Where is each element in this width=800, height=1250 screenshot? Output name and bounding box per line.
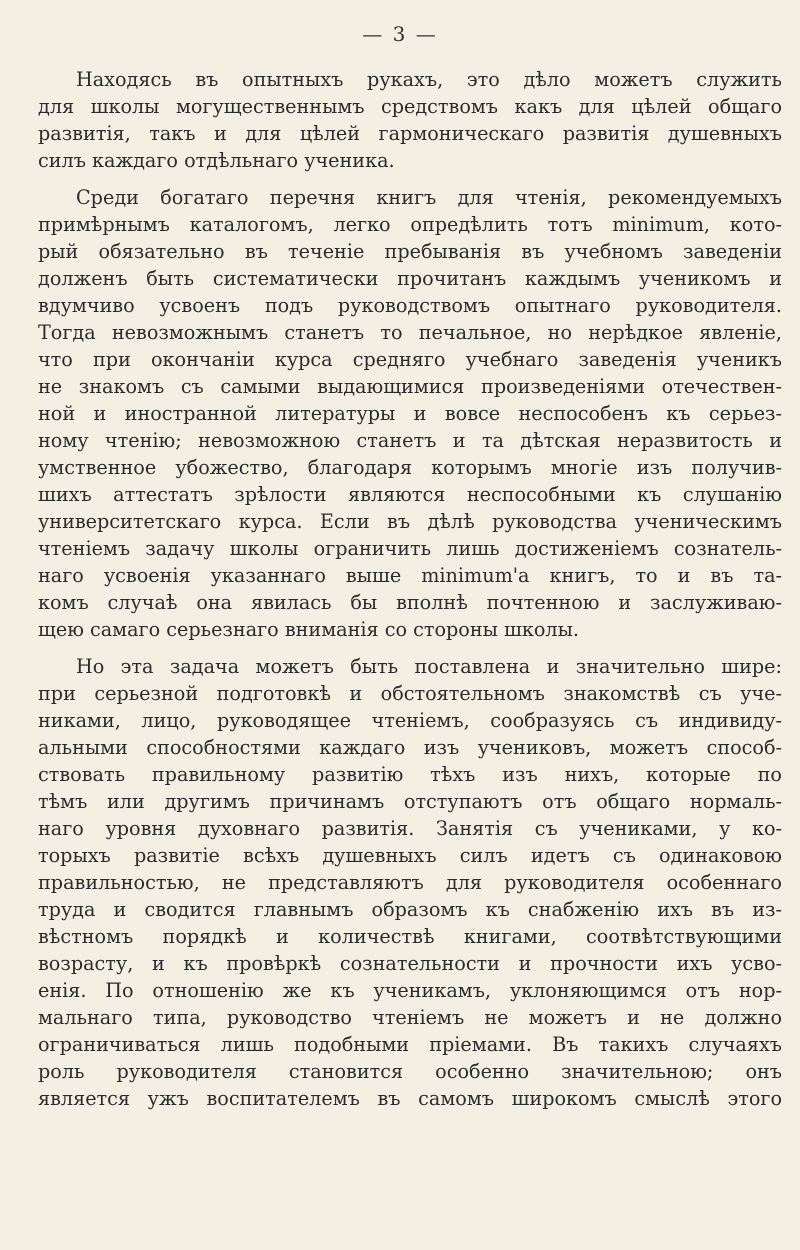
text-line: шихъ аттестатъ зрѣлости являются неспособными къ слушанію (38, 483, 782, 506)
text-line: наго усвоенія указаннаго выше minimum'a книгъ, то и въ та- (38, 564, 782, 587)
text-line: труда и сводится главнымъ образомъ къ снабженію ихъ въ из- (38, 898, 782, 921)
text-line: является ужъ воспитателемъ въ самомъ широкомъ смыслѣ этого (38, 1087, 782, 1110)
text-line: ограничиваться лишь подобными пріемами. Въ такихъ случаяхъ (38, 1033, 782, 1056)
text-line: Но эта задача можетъ быть поставлена и значительно шире: (76, 655, 782, 678)
text-line: ствовать правильному развитію тѣхъ изъ нихъ, которые по (38, 763, 782, 786)
text-line: университетскаго курса. Если въ дѣлѣ руководства ученическимъ (38, 510, 782, 533)
text-line: для школы могущественнымъ средствомъ какъ для цѣлей общаго (38, 95, 782, 118)
text-line: силъ каждаго отдѣльнаго ученика. (38, 149, 395, 172)
text-line: енія. По отношенію же къ ученикамъ, уклоняющимся отъ нор- (38, 979, 782, 1002)
text-line: рый обязательно въ теченіе пребыванія въ учебномъ заведеніи (38, 240, 782, 263)
text-line: щею самаго серьезнаго вниманія со стороны школы. (38, 618, 579, 641)
page-number: — 3 — (362, 22, 438, 46)
text-line: роль руководителя становится особенно значительною; онъ (38, 1060, 782, 1083)
text-line: комъ случаѣ она явилась бы вполнѣ почтенною и заслуживаю- (38, 591, 782, 614)
text-line: чтеніемъ задачу школы ограничить лишь достиженіемъ сознатель- (38, 537, 782, 560)
paragraph-2 (38, 184, 782, 643)
text-line: вдумчиво усвоенъ подъ руководствомъ опытнаго руководителя. (38, 294, 782, 317)
text-line: ному чтенію; невозможною станетъ и та дѣтская неразвитость и (38, 429, 782, 452)
body-text (38, 66, 782, 1112)
text-line: мальнаго типа, руководство чтеніемъ не можетъ и не должно (38, 1006, 782, 1029)
text-line: альными способностями каждаго изъ учениковъ, можетъ способ- (38, 736, 782, 759)
text-line: тѣмъ или другимъ причинамъ отступаютъ отъ общаго нормаль- (38, 790, 782, 813)
text-line: развитія, такъ и для цѣлей гармоническаго развитія душевныхъ (38, 122, 782, 145)
text-line: не знакомъ съ самыми выдающимися произведеніями отечествен- (38, 375, 782, 398)
paragraph-3 (38, 653, 782, 1112)
text-line: вѣстномъ порядкѣ и количествѣ книгами, соотвѣтствующими (38, 925, 782, 948)
paragraph-1 (38, 66, 782, 174)
text-line: Тогда невозможнымъ станетъ то печальное, но нерѣдкое явленіе, (38, 321, 782, 344)
text-line: умственное убожество, благодаря которымъ многіе изъ получив- (38, 456, 782, 479)
text-line: долженъ быть систематически прочитанъ каждымъ ученикомъ и (38, 267, 782, 290)
text-line: торыхъ развитіе всѣхъ душевныхъ силъ идетъ съ одинаковою (38, 844, 782, 867)
text-line: что при окончаніи курса средняго учебнаго заведенія ученикъ (38, 348, 782, 371)
text-line: при серьезной подготовкѣ и обстоятельномъ знакомствѣ съ уче- (38, 682, 782, 705)
text-line: ной и иностранной литературы и вовсе неспособенъ къ серьез- (38, 402, 782, 425)
text-line: возрасту, и къ провѣркѣ сознательности и прочности ихъ усво- (38, 952, 782, 975)
text-line: Находясь въ опытныхъ рукахъ, это дѣло можетъ служить (76, 68, 782, 91)
text-line: Среди богатаго перечня книгъ для чтенія, рекомендуемыхъ (76, 186, 782, 209)
text-line: наго уровня духовнаго развитія. Занятія съ учениками, у ко- (38, 817, 782, 840)
text-line: правильностью, не представляютъ для руководителя особеннаго (38, 871, 782, 894)
text-line: примѣрнымъ каталогомъ, легко опредѣлить тотъ minimum, кото- (38, 213, 782, 236)
text-line: никами, лицо, руководящее чтеніемъ, сообразуясь съ индивиду- (38, 709, 782, 732)
